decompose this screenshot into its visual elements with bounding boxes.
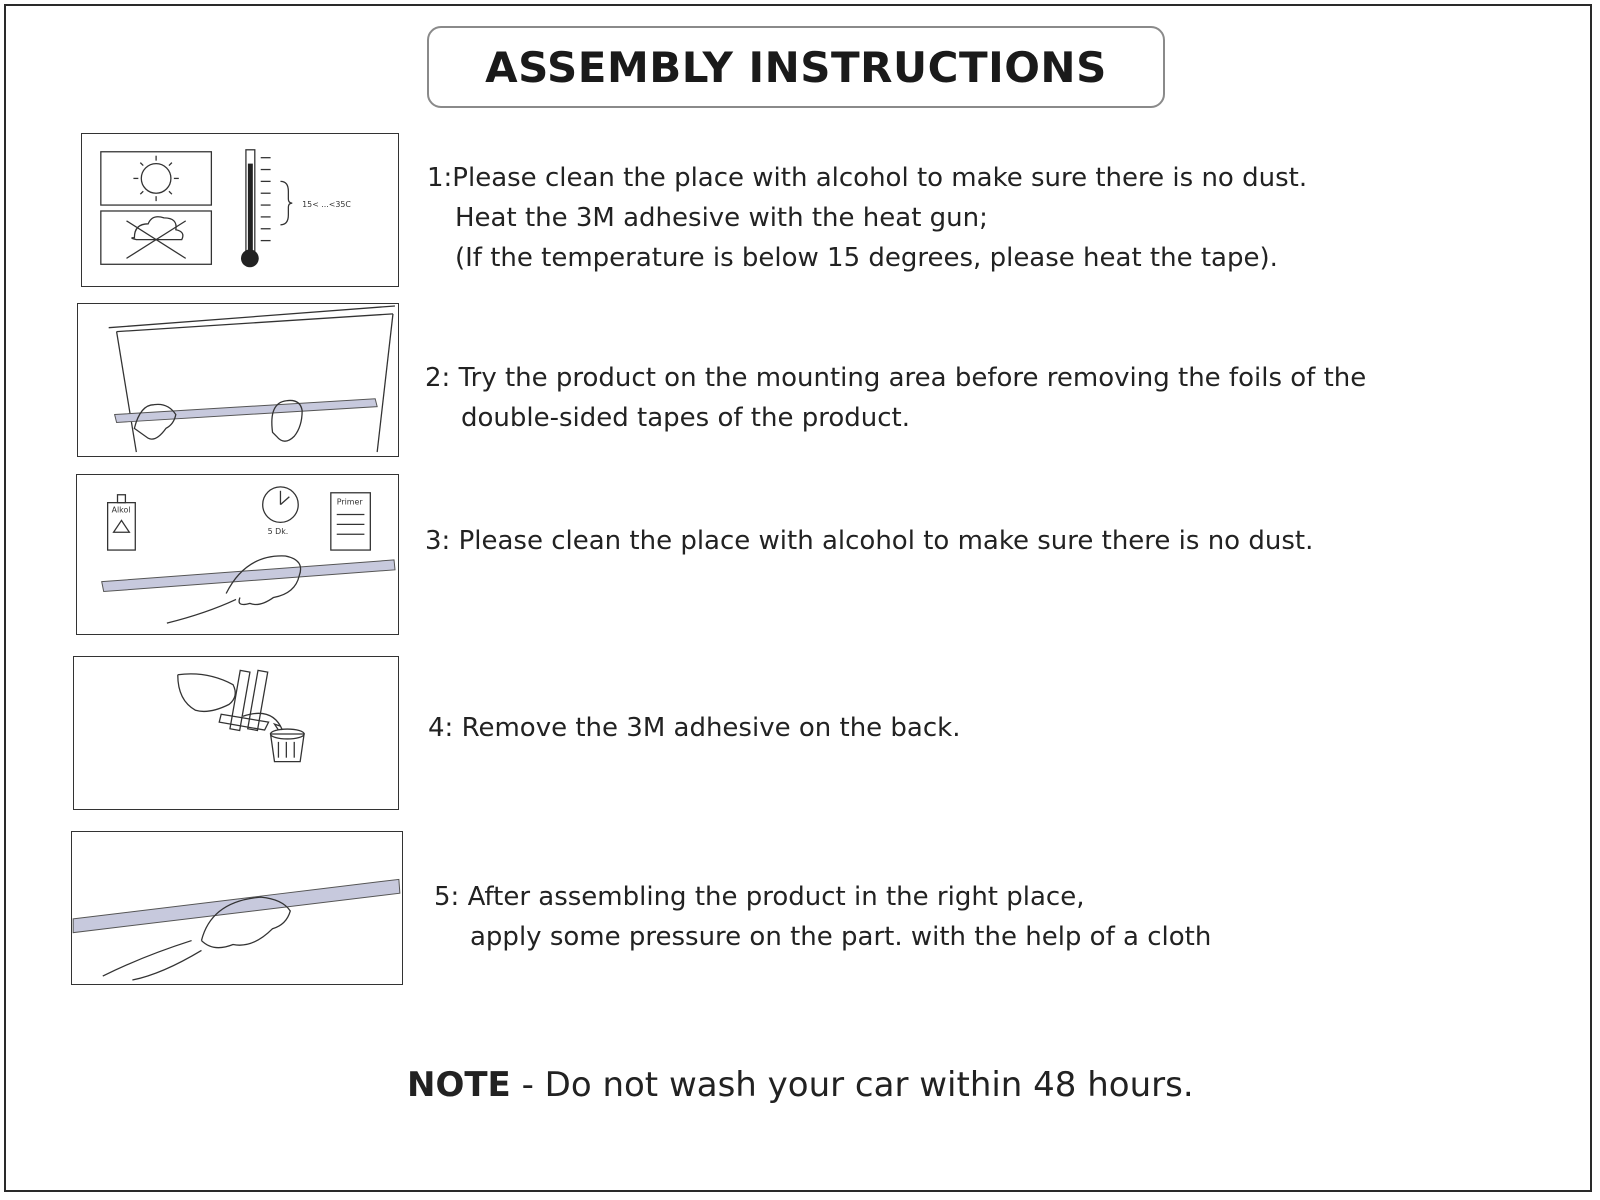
step-2-line-1: 2: Try the product on the mounting area before removing the foils of the xyxy=(425,363,1367,393)
step-2-text xyxy=(425,358,1366,438)
step-2-illustration xyxy=(77,303,399,457)
step-1-line-3: (If the temperature is below 15 degrees, please heat the tape). xyxy=(455,243,1278,273)
left-hand-icon xyxy=(134,404,175,439)
step-3-line-1: 3: Please clean the place with alcohol to make sure there is no dust. xyxy=(425,526,1314,556)
step-3-text xyxy=(425,521,1313,561)
step-3-drawing xyxy=(77,475,398,634)
warning-icon xyxy=(114,520,130,532)
note-text: - Do not wash your car within 48 hours. xyxy=(510,1065,1194,1105)
step-3-illustration xyxy=(76,474,399,635)
step-2-drawing xyxy=(78,304,398,456)
step-1-drawing xyxy=(82,134,398,286)
page-title: ASSEMBLY INSTRUCTIONS xyxy=(485,42,1107,92)
step-4-line-1: 4: Remove the 3M adhesive on the back. xyxy=(428,713,961,743)
rain-box xyxy=(101,211,212,264)
step-4-illustration xyxy=(73,656,399,810)
step-5-drawing xyxy=(72,832,402,984)
step-1-text xyxy=(427,158,1307,278)
temperature-range-label: 15< ...<35C xyxy=(302,200,351,210)
step-5-illustration xyxy=(71,831,403,985)
sun-icon xyxy=(141,164,171,194)
step-4-text xyxy=(428,708,960,748)
trim-bar xyxy=(102,560,395,592)
title-box xyxy=(427,26,1165,108)
note xyxy=(407,1065,1194,1105)
primer-label: Primer xyxy=(336,497,363,507)
trim-bar xyxy=(73,879,400,932)
step-1-line-2: Heat the 3M adhesive with the heat gun; xyxy=(455,203,988,233)
step-2-line-2: double-sided tapes of the product. xyxy=(461,403,910,433)
step-4-drawing xyxy=(74,657,398,809)
time-label: 5 Dk. xyxy=(267,527,289,537)
note-label: NOTE xyxy=(407,1065,511,1105)
trim-bar xyxy=(115,399,378,423)
step-1-line-1: 1:Please clean the place with alcohol to make sure there is no dust. xyxy=(427,163,1308,193)
hand-icon xyxy=(178,674,235,712)
step-5-text xyxy=(434,877,1211,957)
step-5-line-1: 5: After assembling the product in the right place, xyxy=(434,882,1085,912)
alcohol-label: Alkol xyxy=(111,505,131,515)
step-5-line-2: apply some pressure on the part. with the help of a cloth xyxy=(470,922,1212,952)
step-1-illustration xyxy=(81,133,399,287)
